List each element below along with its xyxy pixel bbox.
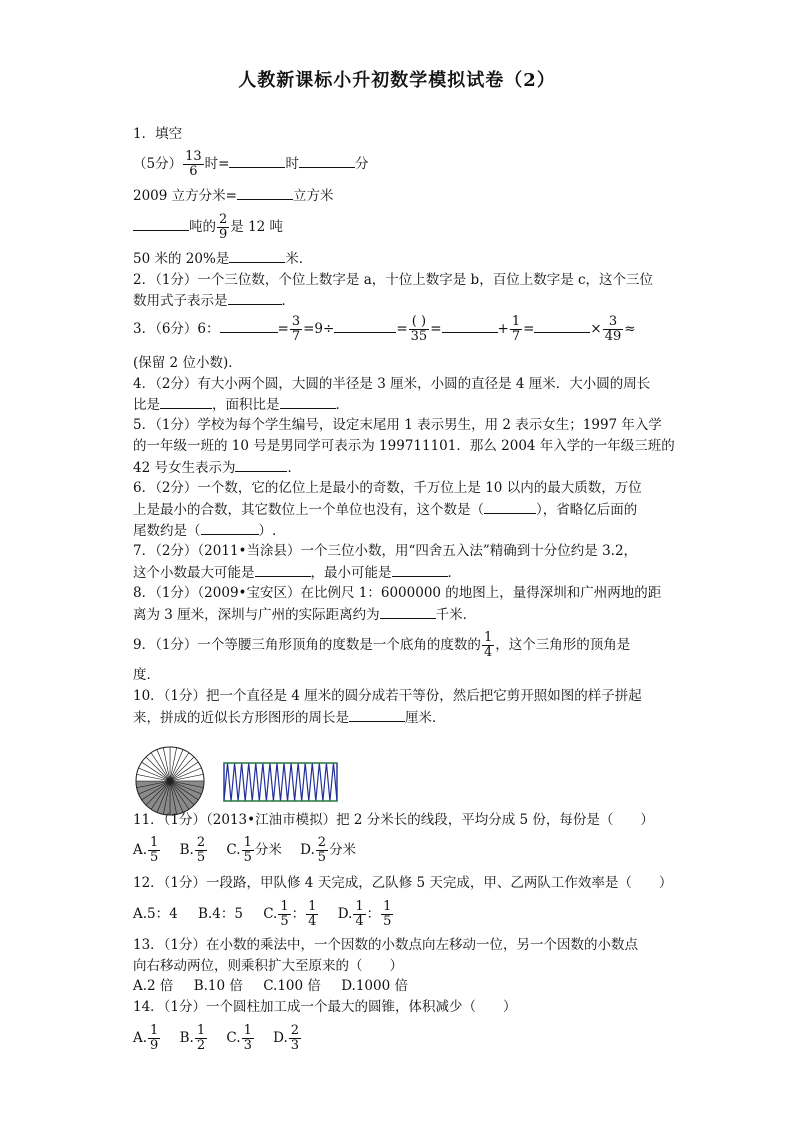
q1-line-b: 2009 立方分米= 立方米 <box>133 188 334 204</box>
q8-line2: 离为 3 厘米，深圳与广州的实际距离约为 千米． <box>133 607 477 623</box>
fraction: $\frac{( )}{35}$ <box>410 314 428 344</box>
q8-line1: 8．（1分）（2009•宝安区）在比例尺 1：6000000 的地图上，量得深圳和广州两地的距 <box>133 585 662 601</box>
q5-line1: 5．（1分）学校为每个学生编号，设定末尾用 1 表示男生，用 2 表示女生；1997 年入学 <box>133 417 662 433</box>
option-a[interactable]: A. $\frac{1}{5}$ <box>133 835 159 865</box>
option-d[interactable]: D. $\frac{2}{5}$ 分米 <box>300 835 357 865</box>
answer-blank[interactable] <box>380 606 436 619</box>
answer-blank[interactable] <box>299 155 355 168</box>
fraction: $\frac{13}{6}$ <box>185 149 202 179</box>
option-a[interactable]: A. $\frac{1}{9}$ <box>133 1023 159 1053</box>
option-a[interactable]: A.2 倍 <box>133 978 174 994</box>
q11-stem: 11．（1分）（2013•江油市模拟）把 2 分米长的线段，平均分成 5 份，每份是（ ） <box>133 812 654 828</box>
answer-blank[interactable] <box>280 396 336 409</box>
fraction: $\frac{3}{49}$ <box>604 314 622 344</box>
option-c[interactable]: C. $\frac{1}{5}$ ： $\frac{1}{4}$ <box>263 899 317 929</box>
q3-equation: 3．（6分）6： = $\frac{3}{7}$ =9÷ = $\frac{( )}{35}$ = + $\frac{1}{7}$ = × $\frac{3}{49}$ ≈ <box>133 314 636 344</box>
q7-line1: 7．（2分）（2011•当涂县）一个三位小数，用“四舍五入法”精确到十分位约是 3.2， <box>133 543 638 559</box>
answer-blank[interactable] <box>442 320 498 333</box>
q4-line1: 4．（2分）有大小两个圆，大圆的半径是 3 厘米，小圆的直径是 4 厘米．大小圆的周长 <box>133 376 651 392</box>
option-c[interactable]: C. $\frac{1}{3}$ <box>226 1023 252 1053</box>
option-b[interactable]: B.4：5 <box>198 906 243 922</box>
option-d[interactable]: D.1000 倍 <box>341 978 408 994</box>
q12-options <box>133 900 394 929</box>
q5-line2: 的一年级一班的 10 号是男同学可表示为 199711101．那么 2004 年入学的一年级三班的 <box>133 438 675 454</box>
option-b[interactable]: B. $\frac{1}{2}$ <box>179 1023 206 1053</box>
approx-rectangle <box>224 763 337 801</box>
q7-line2: 这个小数最大可能是 ，最小可能是 ． <box>133 565 461 581</box>
page-title: 人教新课标小升初数学模拟试卷（2） <box>238 70 556 91</box>
q2-line2: 数用式子表示是 ． <box>133 293 295 309</box>
option-d[interactable]: D. $\frac{1}{4}$ ： $\frac{1}{5}$ <box>337 899 392 929</box>
q11-options <box>133 836 356 865</box>
q6-line2: 上是最小的合数，其它数位上一个单位也没有，这个数是（ ），省略亿后面的 <box>133 502 638 518</box>
q13-line2: 向右移动两位，则乘积扩大至原来的（ ） <box>133 958 403 974</box>
q13-line1: 13．（1分）在小数的乘法中，一个因数的小数点向左移动一位，另一个因数的小数点 <box>133 937 639 953</box>
answer-blank[interactable] <box>235 459 287 472</box>
option-b[interactable]: B. $\frac{2}{5}$ <box>179 835 206 865</box>
q14-options <box>133 1024 302 1053</box>
fraction: $\frac{2}{9}$ <box>219 212 228 242</box>
fraction: $\frac{1}{7}$ <box>511 314 521 344</box>
q4-line2: 比是 ，面积比是 ． <box>133 397 349 413</box>
q9-line2: 度． <box>133 667 160 683</box>
answer-blank[interactable] <box>229 155 285 168</box>
option-a[interactable]: A.5：4 <box>133 906 178 922</box>
q6-line1: 6．（2分）一个数，它的亿位上是最小的奇数，千万位上是 10 以内的最大质数，万位 <box>133 480 642 496</box>
q13-options <box>133 978 408 994</box>
fraction: $\frac{3}{7}$ <box>291 314 301 344</box>
answer-blank[interactable] <box>220 320 278 333</box>
q5-line3: 42 号女生表示为 ． <box>133 460 301 476</box>
q9-line1: 9．（1分）一个等腰三角形顶角的度数是一个底角的度数的 $\frac{1}{4}$ ，这个三角形的顶角是 <box>133 630 631 660</box>
answer-blank[interactable] <box>334 320 396 333</box>
answer-blank[interactable] <box>534 320 590 333</box>
answer-blank[interactable] <box>392 564 448 577</box>
answer-blank[interactable] <box>349 709 405 722</box>
answer-blank[interactable] <box>133 218 189 231</box>
q10-line1: 10．（1分）把一个直径是 4 厘米的圆分成若干等份，然后把它剪开照如图的样子拼起 <box>133 688 642 704</box>
q1-line-a: （5分） $\frac{13}{6}$ 时= 时 分 <box>133 149 369 179</box>
option-d[interactable]: D. $\frac{2}{3}$ <box>273 1023 300 1053</box>
answer-blank[interactable] <box>255 564 311 577</box>
q3-note: (保留 2 位小数)． <box>133 355 242 371</box>
q10-line2: 来，拼成的近似长方形图形的周长是 厘米． <box>133 710 446 726</box>
answer-blank[interactable] <box>228 292 282 305</box>
q1-line-c: 吨的 $\frac{2}{9}$ 是 12 吨 <box>133 213 283 242</box>
answer-blank[interactable] <box>237 187 293 200</box>
q14-stem: 14．（1分）一个圆柱加工成一个最大的圆锥，体积减少（ ） <box>133 999 517 1015</box>
q1-line-d: 50 米的 20%是 米． <box>133 251 313 267</box>
option-b[interactable]: B.10 倍 <box>193 978 243 994</box>
q1-heading: 1．填空 <box>133 126 183 142</box>
answer-blank[interactable] <box>201 522 259 535</box>
q1-points: （5分） <box>133 156 183 172</box>
answer-blank[interactable] <box>160 396 212 409</box>
option-c[interactable]: C.100 倍 <box>263 978 321 994</box>
option-c[interactable]: C. $\frac{1}{5}$ 分米 <box>226 835 282 865</box>
q6-line3: 尾数约是（ ）. <box>133 523 277 539</box>
answer-blank[interactable] <box>229 250 285 263</box>
q12-stem: 12．（1分）一段路，甲队修 4 天完成，乙队修 5 天完成，甲、乙两队工作效率是（ ） <box>133 875 673 891</box>
answer-blank[interactable] <box>484 501 536 514</box>
q2-line1: 2．（1分）一个三位数，个位上数字是 a，十位上数字是 b，百位上数字是 c，这个三位 <box>133 272 654 288</box>
fraction: $\frac{1}{4}$ <box>483 630 493 660</box>
divided-circle <box>136 747 204 815</box>
